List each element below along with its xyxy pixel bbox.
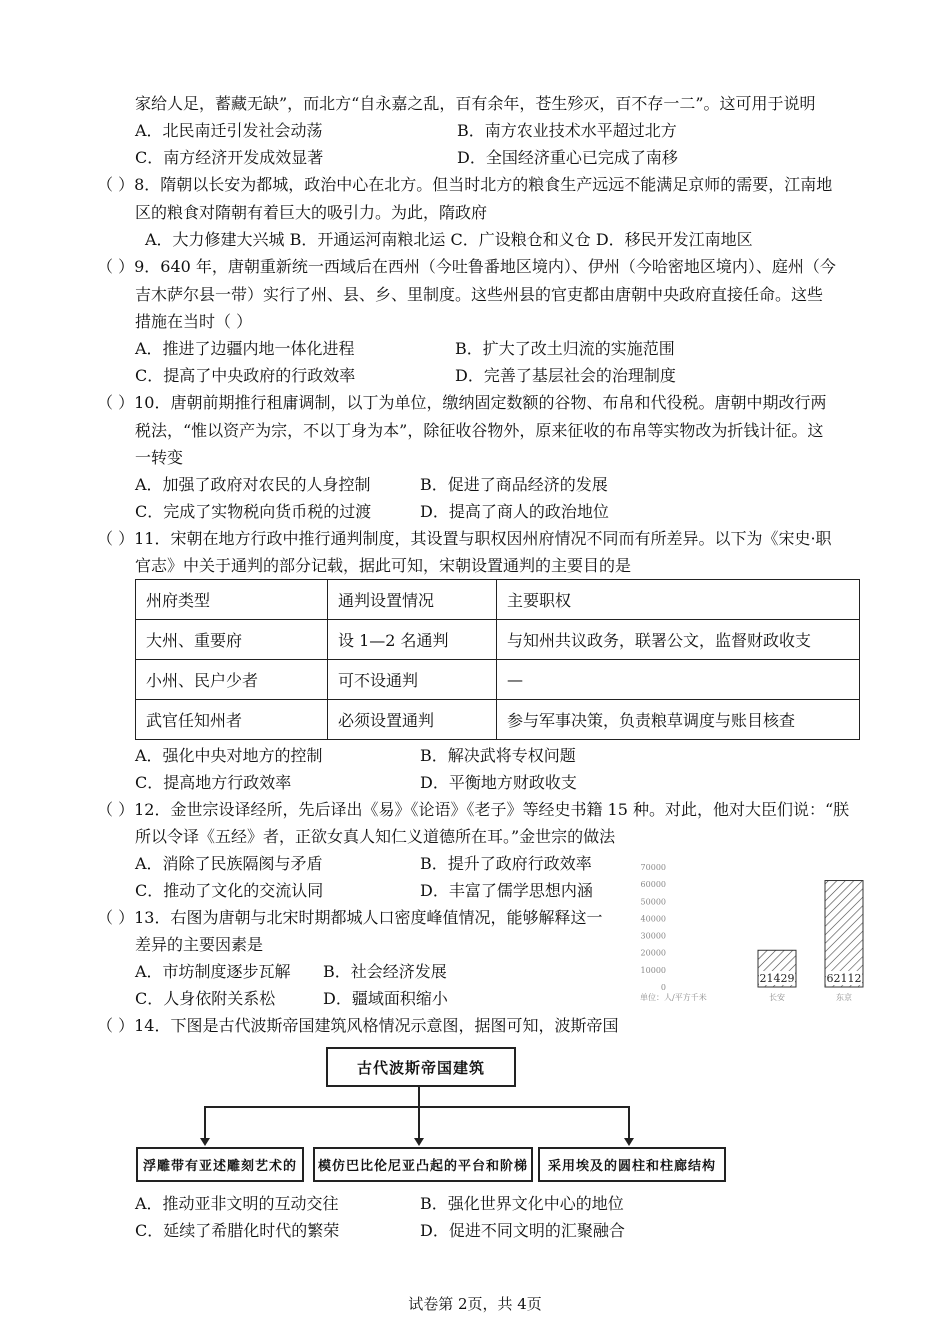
q13-option-c[interactable]: C．人身依附关系松 <box>135 989 276 1008</box>
tongpan-table <box>135 579 860 740</box>
chart-svg <box>630 858 870 1006</box>
arrow-down-icon <box>624 1138 634 1146</box>
q7-stem-cont: 家给人足，蓄藏无缺”，而北方“自永嘉之乱，百有余年，苍生殄灭，百不存一二”。这可用于说明 <box>135 94 816 113</box>
table-cell: 小州、民户少者 <box>136 660 328 700</box>
arrow-down-icon <box>414 1138 424 1146</box>
q11-option-b[interactable]: B．解决武将专权问题 <box>420 746 576 765</box>
table-row <box>136 700 860 740</box>
diagram-connector <box>418 1085 420 1107</box>
x-category-label: 东京 <box>836 993 852 1002</box>
chart-unit-label: 单位：人/平方千米 <box>640 993 707 1002</box>
bar-value-label: 21429 <box>759 972 795 985</box>
q9-stem-line2: 吉木萨尔县一带）实行了州、县、乡、里制度。这些州县的官吏都由唐朝中央政府直接任命。这些 <box>135 285 824 304</box>
table-header-cell: 通判设置情况 <box>328 580 497 620</box>
q8-stem-line2: 区的粮食对隋朝有着巨大的吸引力。为此，隋政府 <box>135 203 488 222</box>
q10-option-d[interactable]: D．提高了商人的政治地位 <box>420 502 609 521</box>
q14-option-c[interactable]: C．延续了希腊化时代的繁荣 <box>135 1221 340 1240</box>
table-cell: 参与军事决策，负责粮草调度与账目核查 <box>497 700 860 740</box>
q11-stem-line2: 官志》中关于通判的部分记载，据此可知，宋朝设置通判的主要目的是 <box>135 556 632 575</box>
y-tick-label: 70000 <box>640 863 666 872</box>
q12-option-a[interactable]: A．消除了民族隔阂与矛盾 <box>135 854 323 873</box>
q10-stem-line1: （ ）10．唐朝前期推行租庸调制，以丁为单位，缴纳固定数额的谷物、布帛和代役税。唐朝中期改行两 <box>97 393 827 412</box>
table-header-cell: 州府类型 <box>136 580 328 620</box>
q10-stem-line3: 一转变 <box>135 448 184 467</box>
q14-option-a[interactable]: A．推动亚非文明的互动交往 <box>135 1194 339 1213</box>
y-tick-label: 40000 <box>640 914 666 924</box>
q8-stem-line1: （ ）8．隋朝以长安为都城，政治中心在北方。但当时北方的粮食生产远远不能满足京师的需要，江南地 <box>97 175 833 194</box>
y-tick-label: 0 <box>660 983 666 992</box>
diagram-connector <box>204 1106 629 1108</box>
diagram-child-box: 采用埃及的圆柱和柱廊结构 <box>538 1147 726 1182</box>
q7-option-a[interactable]: A．北民南迁引发社会动荡 <box>135 121 323 140</box>
arrow-down-icon <box>200 1138 210 1146</box>
q7-option-b[interactable]: B．南方农业技术水平超过北方 <box>457 121 677 140</box>
table-cell: 设 1—2 名通判 <box>328 620 497 660</box>
q11-option-c[interactable]: C．提高地方行政效率 <box>135 773 292 792</box>
table-row <box>136 660 860 700</box>
bar-value-label: 62112 <box>826 972 862 985</box>
table-cell: 可不设通判 <box>328 660 497 700</box>
q14-stem-line1: （ ）14．下图是古代波斯帝国建筑风格情况示意图，据图可知，波斯帝国 <box>97 1016 619 1035</box>
q12-option-c[interactable]: C．推动了文化的交流认同 <box>135 881 324 900</box>
diagram-child-box: 浮雕带有亚述雕刻艺术的 <box>136 1147 304 1182</box>
q12-stem-line1: （ ）12．金世宗设译经所，先后译出《易》《论语》《老子》等经史书籍 15 种。对此，他对大臣们说：“朕 <box>97 800 850 819</box>
q14-option-b[interactable]: B．强化世界文化中心的地位 <box>420 1194 624 1213</box>
q10-stem-line2: 税法，“惟以资产为宗，不以丁身为本”，除征收谷物外，原来征收的布帛等实物改为折钱计征。这 <box>135 421 824 440</box>
q13-option-a[interactable]: A．市坊制度逐步瓦解 <box>135 962 291 981</box>
diagram-connector <box>418 1106 420 1138</box>
page-footer: 试卷第 2页，共 4页 <box>408 1295 542 1313</box>
q11-stem-line1: （ ）11．宋朝在地方行政中推行通判制度，其设置与职权因州府情况不同而有所差异。以下为《宋史·职 <box>97 529 832 548</box>
q11-option-a[interactable]: A．强化中央对地方的控制 <box>135 746 323 765</box>
x-category-label: 长安 <box>769 993 785 1002</box>
q10-option-a[interactable]: A．加强了政府对农民的人身控制 <box>135 475 371 494</box>
table-header-cell: 主要职权 <box>497 580 860 620</box>
q13-stem-line1: （ ）13．右图为唐朝与北宋时期都城人口密度峰值情况，能够解释这一 <box>97 908 603 927</box>
table-row <box>136 620 860 660</box>
q9-stem-line1: （ ）9．640 年，唐朝重新统一西域后在西州（今吐鲁番地区境内）、伊州（今哈密地区境内）、庭州（今 <box>97 257 836 276</box>
q9-option-c[interactable]: C．提高了中央政府的行政效率 <box>135 366 356 385</box>
q9-option-d[interactable]: D．完善了基层社会的治理制度 <box>455 366 676 385</box>
table-header-row <box>136 580 860 620</box>
q8-options[interactable]: A．大力修建大兴城 B．开通运河南粮北运 C．广设粮仓和义仓 D．移民开发江南地区 <box>145 230 753 249</box>
table-cell: 武官任知州者 <box>136 700 328 740</box>
q12-stem-line2: 所以令译《五经》者，正欲女真人知仁义道德所在耳。”金世宗的做法 <box>135 827 616 846</box>
q11-option-d[interactable]: D．平衡地方财政收支 <box>420 773 577 792</box>
q7-option-c[interactable]: C．南方经济开发成效显著 <box>135 148 324 167</box>
q9-option-b[interactable]: B．扩大了改土归流的实施范围 <box>455 339 675 358</box>
q14-option-d[interactable]: D．促进不同文明的汇聚融合 <box>420 1221 625 1240</box>
q7-option-d[interactable]: D．全国经济重心已完成了南移 <box>457 148 678 167</box>
q9-stem-line3: 措施在当时（ ） <box>135 312 253 331</box>
diagram-connector <box>628 1106 630 1138</box>
q10-option-b[interactable]: B．促进了商品经济的发展 <box>420 475 608 494</box>
table-cell: 必须设置通判 <box>328 700 497 740</box>
q9-option-a[interactable]: A．推进了边疆内地一体化进程 <box>135 339 355 358</box>
q10-option-c[interactable]: C．完成了实物税向货币税的过渡 <box>135 502 372 521</box>
q13-stem-line2: 差异的主要因素是 <box>135 935 264 954</box>
table-cell: 与知州共议政务，联署公文，监督财政收支 <box>497 620 860 660</box>
y-tick-label: 30000 <box>640 931 666 941</box>
diagram-child-box: 模仿巴比伦尼亚凸起的平台和阶梯 <box>313 1147 533 1182</box>
table-cell: — <box>497 660 860 700</box>
population-density-chart <box>630 858 870 1006</box>
y-tick-label: 50000 <box>640 897 666 907</box>
q12-option-d[interactable]: D．丰富了儒学思想内涵 <box>420 881 593 900</box>
y-tick-label: 10000 <box>640 965 666 975</box>
q13-option-b[interactable]: B．社会经济发展 <box>323 962 447 981</box>
q13-option-d[interactable]: D．疆域面积缩小 <box>323 989 448 1008</box>
q12-option-b[interactable]: B．提升了政府行政效率 <box>420 854 592 873</box>
y-tick-label: 20000 <box>640 948 666 958</box>
diagram-connector <box>204 1106 206 1138</box>
y-tick-label: 60000 <box>640 880 666 890</box>
diagram-root-box: 古代波斯帝国建筑 <box>326 1047 516 1087</box>
table-cell: 大州、重要府 <box>136 620 328 660</box>
